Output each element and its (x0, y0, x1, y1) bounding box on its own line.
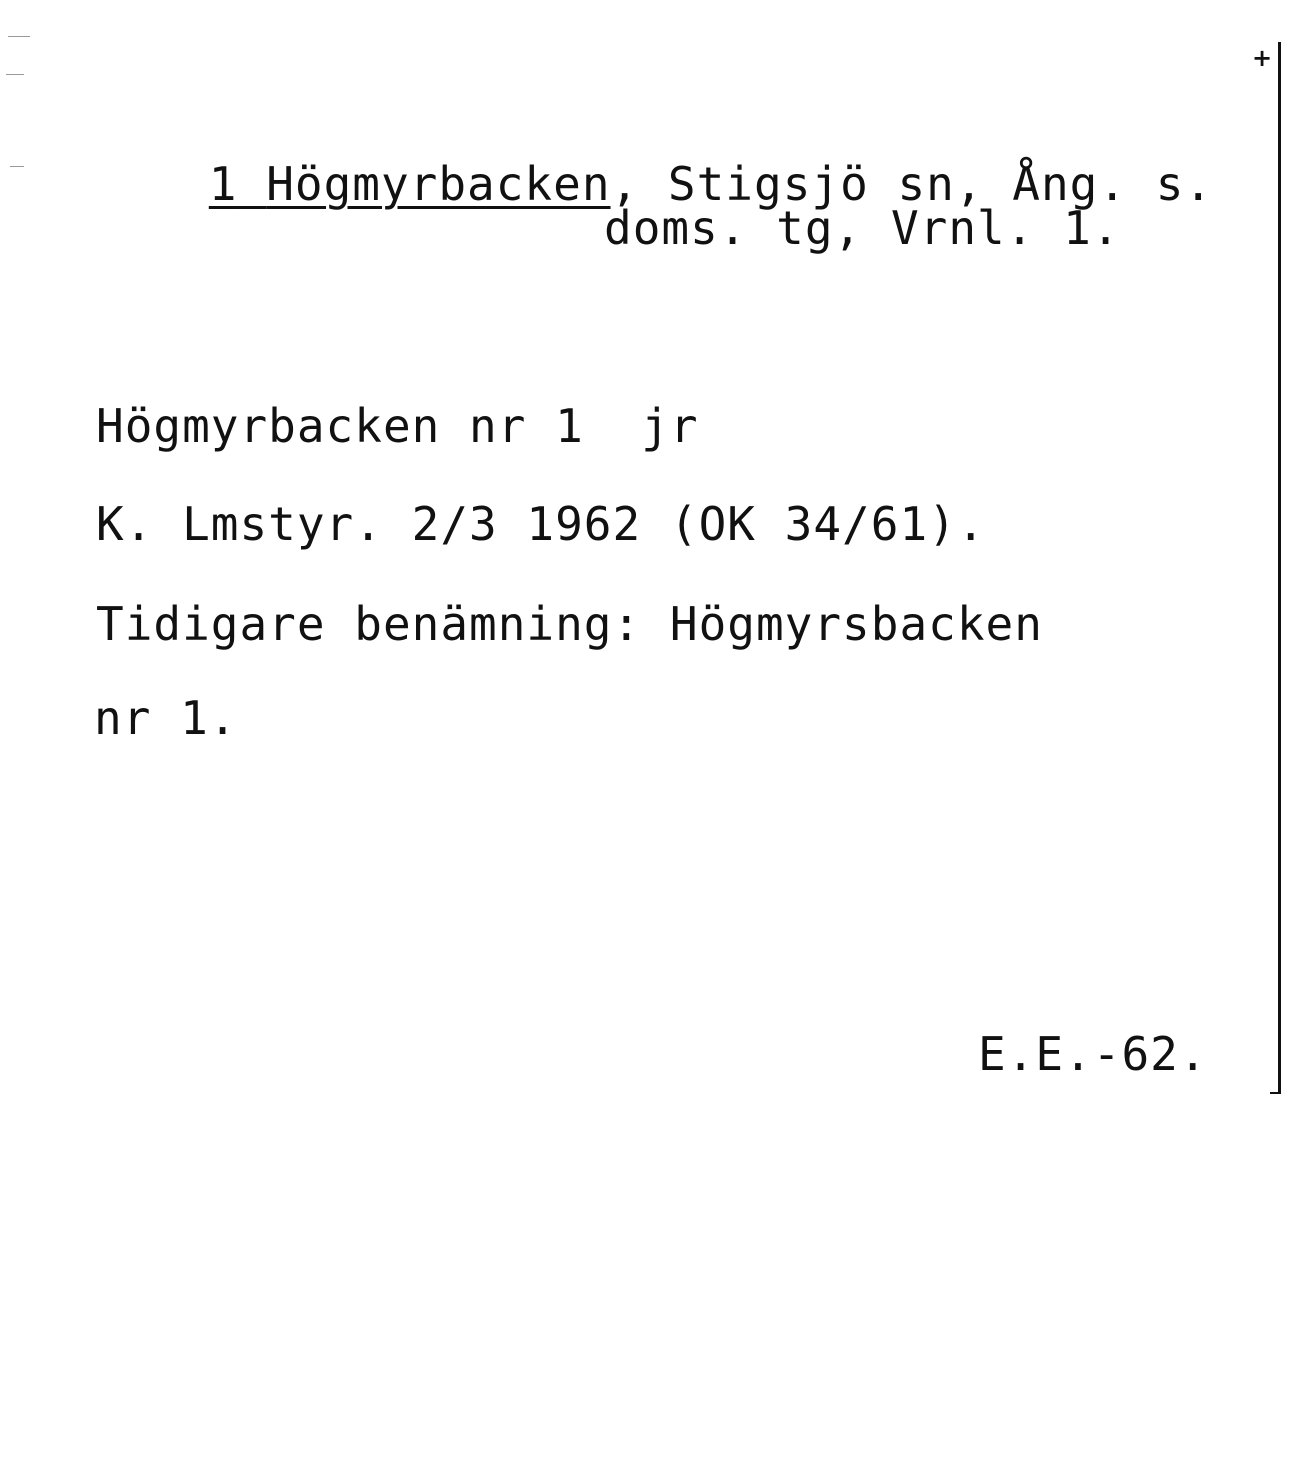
entry-line-1: Högmyrbacken nr 1 jr (96, 399, 699, 453)
entry-line-2: K. Lmstyr. 2/3 1962 (OK 34/61). (96, 497, 986, 551)
entry-line-3: Tidigare benämning: Högmyrsbacken (96, 597, 1043, 651)
card-right-border (1278, 42, 1281, 1094)
signature: E.E.-62. (978, 1027, 1208, 1081)
heading-name: Högmyrbacken (266, 157, 611, 211)
corner-mark-icon: + (1252, 44, 1273, 72)
entry-line-4: nr 1. (94, 691, 238, 745)
scan-speck (6, 74, 24, 75)
heading-line-2: doms. tg, Vrnl. 1. (604, 201, 1121, 255)
heading-location: , Stigsjö sn, Ång. s. (610, 157, 1214, 211)
heading-place-name (209, 157, 611, 211)
scan-speck (10, 166, 24, 167)
heading-number: 1 (208, 157, 238, 211)
scan-speck (8, 36, 30, 37)
card-border-foot (1270, 1092, 1281, 1094)
